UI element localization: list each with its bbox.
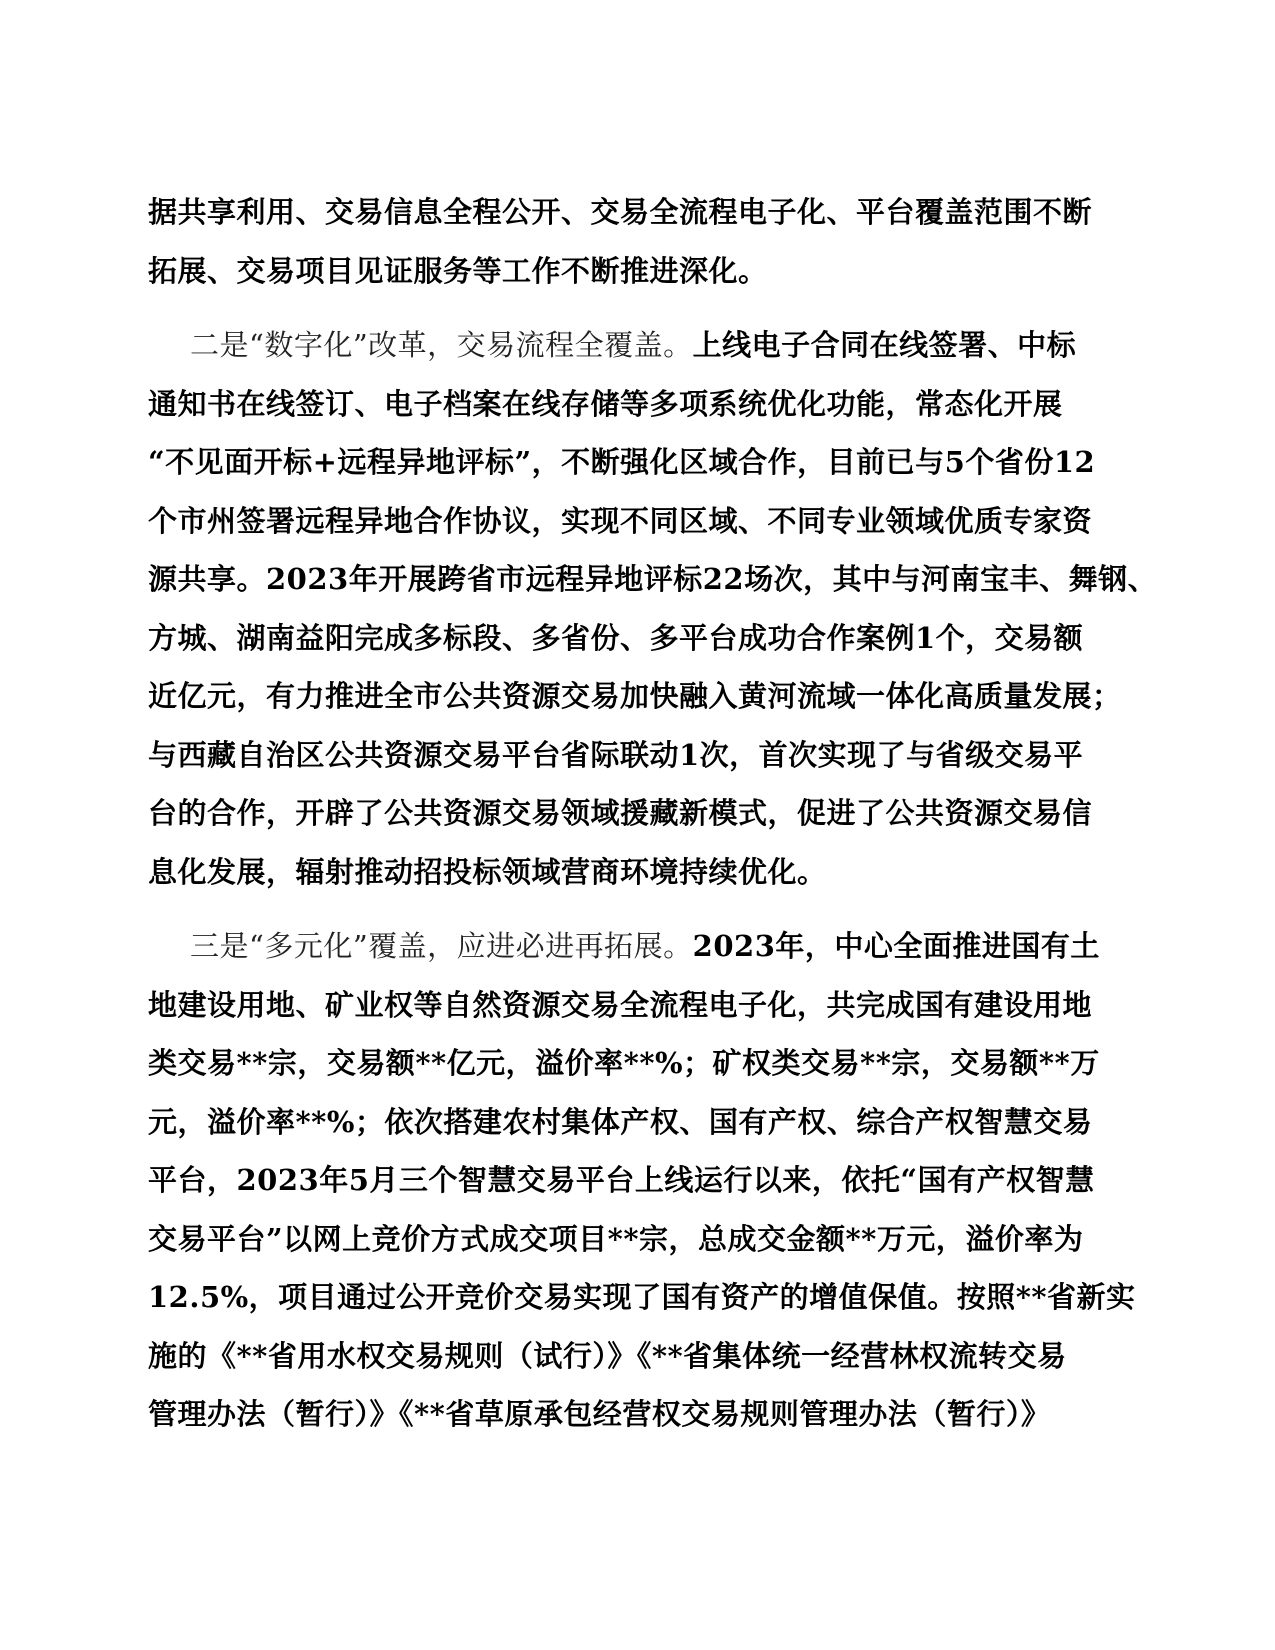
text-run: 2023年，中心全面推进国有土	[692, 929, 1100, 963]
text-line: “不见面开标+远程异地评标”，不断强化区域合作，目前已与5个省份12	[148, 445, 1096, 479]
text-line	[148, 917, 1100, 976]
text-line: 据共享利用、交易信息全程公开、交易全流程电子化、平台覆盖范围不断	[148, 195, 1093, 229]
text-line: 方城、湖南益阳完成多标段、多省份、多平台成功合作案例1个，交易额	[148, 620, 1084, 655]
text-line: 元，溢价率**%；依次搭建农村集体产权、国有产权、综合产权智慧交易	[148, 1104, 1093, 1139]
text-line: 源共享。2023年开展跨省市远程异地评标22场次，其中与河南宝丰、舞钢、	[148, 562, 1158, 596]
text-line: 管理办法（暂行）》《**省草原承包经营权交易规则管理办法（暂行）》	[148, 1397, 1051, 1431]
text-line: 交易平台”以网上竞价方式成交项目**宗，总成交金额**万元，溢价率为	[148, 1221, 1084, 1256]
text-line: 平台，2023年5月三个智慧交易平台上线运行以来，依托“国有产权智慧	[148, 1163, 1095, 1197]
text-line: 息化发展，辐射推动招投标领域营商环境持续优化。	[148, 854, 827, 889]
text-line: 地建设用地、矿业权等自然资源交易全流程电子化，共完成国有建设用地	[148, 987, 1093, 1022]
text-line: 12.5%，项目通过公开竞价交易实现了国有资产的增值保值。按照**省新实	[148, 1280, 1136, 1314]
text-line: 近亿元，有力推进全市公共资源交易加快融入黄河流域一体化高质量发展；	[148, 679, 1122, 713]
text-line: 台的合作，开辟了公共资源交易领域援藏新模式，促进了公共资源交易信	[148, 796, 1093, 830]
text-line: 拓展、交易项目见证服务等工作不断推进深化。	[148, 253, 768, 288]
paragraph-heading: 三是“多元化”覆盖，应进必进再拓展。	[190, 929, 693, 963]
text-line: 通知书在线签订、电子档案在线存储等多项系统优化功能，常态化开展	[148, 386, 1063, 421]
text-line	[148, 316, 1077, 375]
paragraph-1	[148, 183, 1093, 300]
text-line: 个市州签署远程异地合作协议，实现不同区域、不同专业领域优质专家资	[148, 503, 1093, 538]
document-page	[148, 183, 1158, 1444]
paragraph-3	[148, 917, 1136, 1444]
paragraph-heading: 二是“数字化”改革，交易流程全覆盖。	[190, 328, 693, 362]
paragraph-2	[148, 316, 1158, 901]
text-run: 上线电子合同在线签署、中标	[692, 328, 1077, 362]
text-line: 施的《**省用水权交易规则（试行）》《**省集体统一经营林权流转交易	[148, 1338, 1067, 1373]
text-line: 与西藏自治区公共资源交易平台省际联动1次，首次实现了与省级交易平	[148, 737, 1084, 772]
text-line: 类交易**宗，交易额**亿元，溢价率**%；矿权类交易**宗，交易额**万	[148, 1046, 1100, 1080]
